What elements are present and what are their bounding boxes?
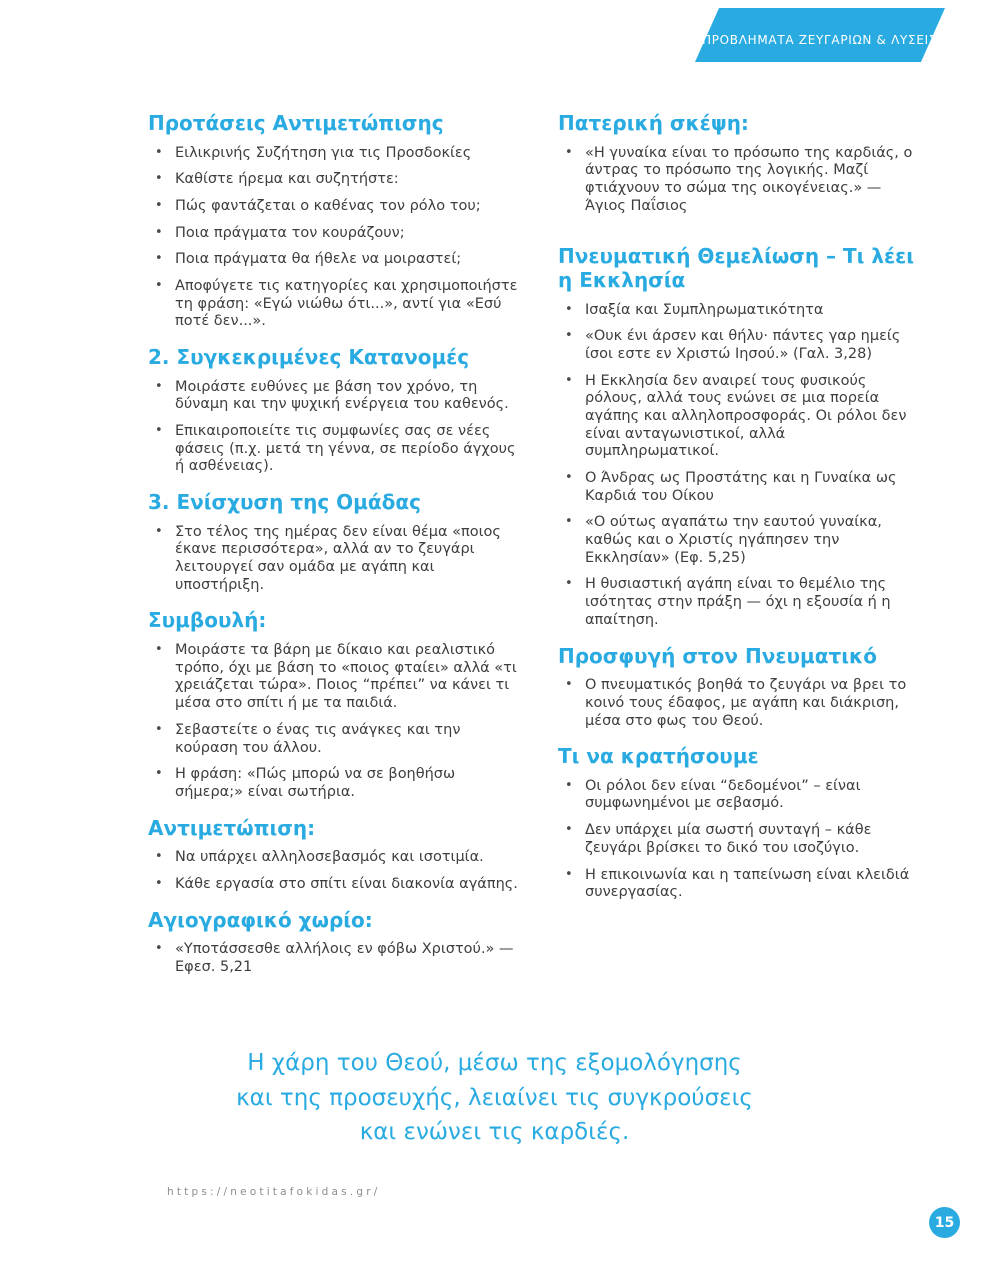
bullet-item: • Να υπάρχει αλληλοσεβασμός και ισοτιμία. [148, 849, 526, 867]
section-heading: Αγιογραφικό χωρίο: [148, 907, 373, 932]
bullet-item: • Μοιράστε ευθύνες με βάση τον χρόνο, τη δύναμη και την ψυχική ενέργεια του καθενός. [148, 379, 526, 414]
bullet-item: • «Υποτάσσεσθε αλλήλοις εν φόβω Χριστού.» — Εφεσ. 5,21 [148, 941, 526, 976]
quote-line: Η χάρη του Θεού, μέσω της εξομολόγησης [247, 1050, 742, 1076]
bullet-item: • Στο τέλος της ημέρας δεν είναι θέμα «ποιος έκανε περισσότερα», αλλά αν το ζευγάρι λειτουργεί σαν ομάδα με αγάπη και υποστήριξη. [148, 524, 526, 595]
bullet-item: • Αποφύγετε τις κατηγορίες και χρησιμοποιήστε τη φράση: «Εγώ νιώθω ότι...», αντί για «Εσύ ποτέ δεν...». [148, 278, 526, 331]
bullet-item: • «Ο ούτως αγαπάτω την εαυτού γυναίκα, καθώς και ο Χριστίς ηγάπησεν την Εκκλησίαν» (Εφ. 5,25) [558, 514, 918, 567]
bullet-item: • Ειλικρινής Συζήτηση για τις Προσδοκίες [148, 145, 526, 163]
section-heading: Αντιμετώπιση: [148, 815, 316, 840]
bullet-item: • Η Εκκλησία δεν αναιρεί τους φυσικούς ρόλους, αλλά τους ενώνει σε μια πορεία αγάπης και αλληλοπροσφοράς. Οι ρόλοι δεν είναι ανταγωνιστικοί, αλλά συμπληρωματικοί. [558, 373, 918, 461]
bullet-list [558, 302, 918, 630]
section [148, 112, 526, 331]
section-heading: 3. Ενίσχυση της Ομάδας [148, 490, 421, 515]
section [148, 817, 526, 894]
section [148, 491, 526, 594]
quote-line: και της προσευχής, λειαίνει τις συγκρούσεις [236, 1084, 753, 1111]
quote-line: και ενώνει τις καρδιές. [359, 1119, 630, 1145]
bullet-item: • Καθίστε ήρεμα και συζητήστε: [148, 171, 526, 189]
footer-url[interactable]: https://neotitafokidas.gr/ [167, 1186, 381, 1198]
bullet-item: • Κάθε εργασία στο σπίτι είναι διακονία αγάπης. [148, 876, 526, 894]
bullet-item: • Οι ρόλοι δεν είναι “δεδομένοι” – είναι συμφωνημένοι με σεβασμό. [558, 778, 918, 813]
bullet-item: • «Η γυναίκα είναι το πρόσωπο της καρδιάς, ο άντρας το πρόσωπο της λογικής. Μαζί φτιάχνουν το σώμα της οικογένειας.» — Άγιος Παΐσιος [558, 145, 918, 216]
section [148, 609, 526, 801]
bullet-item: • Δεν υπάρχει μία σωστή συνταγή – κάθε ζευγάρι βρίσκει το δικό του ισοζύγιο. [558, 822, 918, 857]
bullet-list [558, 778, 918, 902]
right-column [558, 112, 918, 986]
bullet-item: • Επικαιροποιείτε τις συμφωνίες σας σε νέες φάσεις (π.χ. μετά τη γέννα, σε περίοδο άγχους ή ασθένειας). [148, 423, 526, 476]
section [558, 745, 918, 902]
bullet-list [148, 849, 526, 893]
left-column [148, 112, 526, 986]
bullet-list [148, 524, 526, 595]
bullet-item: • Η θυσιαστική αγάπη είναι το θεμέλιο της ισότητας στην πράξη — όχι η εξουσία ή η απαίτηση. [558, 576, 918, 629]
bullet-item: • Πώς φαντάζεται ο καθένας τον ρόλο του; [148, 198, 526, 216]
bullet-item: • Η επικοινωνία και η ταπείνωση είναι κλειδιά συνεργασίας. [558, 867, 918, 902]
section-heading: Προτάσεις Αντιμετώπισης [148, 111, 444, 135]
bullet-item: • Ισαξία και Συμπληρωματικότητα [558, 302, 918, 320]
content-columns [148, 112, 918, 986]
bullet-item: • Η φράση: «Πώς μπορώ να σε βοηθήσω σήμερα;» είναι σωτήρια. [148, 766, 526, 801]
bullet-item: • Ο Άνδρας ως Προστάτης και η Γυναίκα ως Καρδιά του Οίκου [558, 470, 918, 505]
bullet-list [148, 379, 526, 476]
header-band [695, 8, 945, 62]
bullet-item: • Σεβαστείτε ο ένας τις ανάγκες και την κούραση του άλλου. [148, 722, 526, 757]
section [558, 645, 918, 731]
bullet-list [148, 941, 526, 976]
section [148, 346, 526, 476]
section [558, 112, 918, 215]
bullet-item: • «Ουκ ένι άρσεν και θήλυ· πάντες γαρ ημείς ίσοι εστε εν Χριστώ Ιησού.» (Γαλ. 3,28) [558, 328, 918, 363]
bullet-item: • Ποια πράγματα τον κουράζουν; [148, 225, 526, 243]
bullet-list [558, 677, 918, 730]
bullet-item: • Ποια πράγματα θα ήθελε να μοιραστεί; [148, 251, 526, 269]
bullet-item: • Ο πνευματικός βοηθά το ζευγάρι να βρει το κοινό τους έδαφος, με αγάπη και διάκριση, μέσα στο φως του Θεού. [558, 677, 918, 730]
section-heading: Συμβουλή: [148, 608, 267, 633]
section-heading: Προσφυγή στον Πνευματικό [558, 643, 877, 668]
section-heading: 2. Συγκεκριμένες Κατανομές [148, 345, 470, 370]
section-heading: Πνευματική Θεμελίωση – Τι λέει η Εκκλησία [558, 244, 915, 292]
section-heading: Τι να κρατήσουμε [558, 744, 759, 769]
header-band-label: ΠΡΟΒΛΗΜΑΤΑ ΖΕΥΓΑΡΙΩΝ & ΛΥΣΕΙΣ [702, 33, 938, 47]
section [558, 245, 918, 629]
section [148, 909, 526, 977]
section-heading: Πατερική σκέψη: [558, 111, 749, 135]
bullet-list [558, 145, 918, 216]
closing-quote [0, 1046, 989, 1150]
bullet-list [148, 642, 526, 802]
page-number-badge: 15 [929, 1207, 960, 1238]
bullet-item: • Μοιράστε τα βάρη με δίκαιο και ρεαλιστικό τρόπο, όχι με βάση το «ποιος φταίει» αλλά «τι χρειάζεται τώρα». Ποιος “πρέπει” να κάνει τι μέσα στο σπίτι ή με τα παιδιά. [148, 642, 526, 713]
bullet-list [148, 145, 526, 332]
